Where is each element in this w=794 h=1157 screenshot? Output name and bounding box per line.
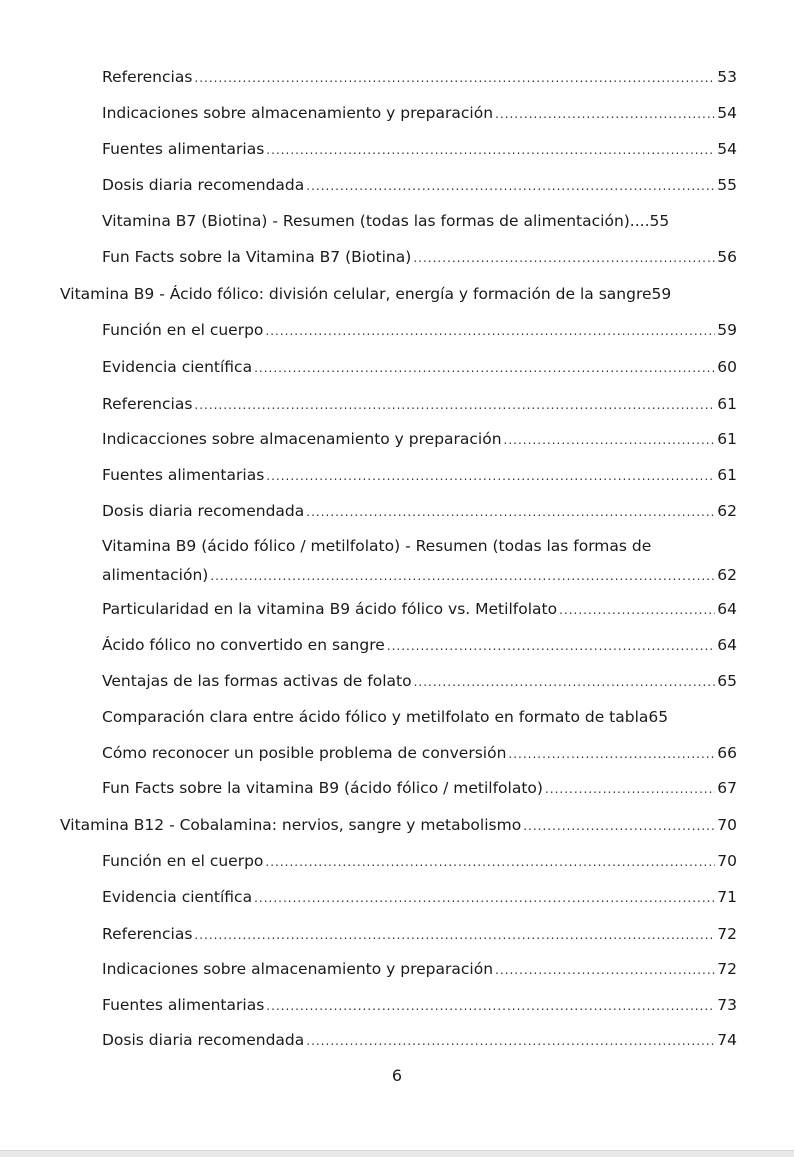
toc-entry[interactable] xyxy=(102,208,737,235)
toc-entry-page: 65 xyxy=(648,708,669,726)
toc-entry[interactable] xyxy=(102,64,737,92)
toc-entry[interactable] xyxy=(102,848,737,876)
leader-dots xyxy=(495,101,715,128)
toc-entry-title: Particularidad en la vitamina B9 ácido fólico vs. Metilfolato xyxy=(102,600,558,618)
toc-entry-page: 67 xyxy=(717,779,737,797)
toc-entry-page: 62 xyxy=(717,502,737,520)
toc-entry[interactable] xyxy=(102,956,737,984)
toc-entry[interactable] xyxy=(102,244,737,272)
toc-entry-page: 60 xyxy=(717,358,737,376)
toc-entry-page: 61 xyxy=(717,466,737,484)
toc-entry-page: 70 xyxy=(717,852,737,870)
leader-dots xyxy=(265,849,715,876)
toc-entry-title: Indicaciones sobre almacenamiento y preparación xyxy=(102,104,494,122)
toc-entry-title: Referencias xyxy=(102,925,193,943)
toc-entry-title: Comparación clara entre ácido fólico y metilfolato en formato de tabla xyxy=(102,708,649,726)
leader-dots xyxy=(306,499,715,526)
toc-entry-page: 59 xyxy=(717,321,737,339)
toc-entry[interactable] xyxy=(102,596,737,624)
toc-entry-page: 71 xyxy=(717,888,737,906)
toc-entry-title: Fuentes alimentarias xyxy=(102,466,265,484)
toc-entry-title: Fun Facts sobre la vitamina B9 (ácido fólico / metilfolato) xyxy=(102,779,543,797)
toc-entry-page: 72 xyxy=(717,960,737,978)
toc-entry-title: Vitamina B12 - Cobalamina: nervios, sangre y metabolismo xyxy=(60,816,522,834)
page-number: 6 xyxy=(391,1066,403,1085)
toc-entry-title: Referencias xyxy=(102,68,193,86)
toc-entry-title: Fuentes alimentarias xyxy=(102,996,265,1014)
leader-dots xyxy=(508,741,715,768)
toc-entry-title: Vitamina B9 - Ácido fólico: división celular, energía y formación de la sangre xyxy=(60,285,652,303)
toc-entry-page: 54 xyxy=(717,104,737,122)
leader-dots xyxy=(254,355,715,382)
toc-entry-page: 54 xyxy=(717,140,737,158)
leader-dots xyxy=(545,776,715,803)
toc-entry-title: Cómo reconocer un posible problema de conversión xyxy=(102,744,507,762)
toc-entry-page: 73 xyxy=(717,996,737,1014)
toc-entry-title: Ácido fólico no convertido en sangre xyxy=(102,636,385,654)
toc-entry[interactable] xyxy=(102,1027,737,1055)
toc-entry-multiline[interactable] xyxy=(102,530,737,589)
leader-dots xyxy=(254,885,715,912)
toc-entry[interactable] xyxy=(102,136,737,164)
leader-dots xyxy=(194,65,715,92)
toc-entry[interactable] xyxy=(102,668,737,696)
toc-entry[interactable] xyxy=(102,172,737,200)
toc-entry[interactable] xyxy=(102,391,737,419)
toc-entry-page: 72 xyxy=(717,925,737,943)
leader-dots xyxy=(266,463,715,490)
toc-chapter-entry[interactable] xyxy=(60,812,737,840)
toc-entry[interactable] xyxy=(102,632,737,660)
toc-entry-title: Evidencia científica xyxy=(102,358,253,376)
toc-entry-page: 74 xyxy=(717,1031,737,1049)
leader-dots xyxy=(504,427,716,454)
toc-entry-title: Vitamina B7 (Biotina) - Resumen (todas las formas de alimentación).... xyxy=(102,212,650,230)
toc-entry[interactable] xyxy=(102,498,737,526)
toc-entry-page: 61 xyxy=(717,395,737,413)
toc-entry-page: 66 xyxy=(717,744,737,762)
leader-dots xyxy=(413,245,715,272)
toc-entry-page: 61 xyxy=(717,430,737,448)
toc-entry-title: Evidencia científica xyxy=(102,888,253,906)
toc-entry-title: Fun Facts sobre la Vitamina B7 (Biotina) xyxy=(102,248,412,266)
toc-entry-page: 59 xyxy=(651,285,672,303)
toc-entry-page: 64 xyxy=(717,600,737,618)
toc-entry-title: Indicaciones sobre almacenamiento y preparación xyxy=(102,960,494,978)
toc-entry-line2 xyxy=(102,562,737,589)
toc-entry[interactable] xyxy=(102,354,737,382)
toc-entry-title: Ventajas de las formas activas de folato xyxy=(102,672,412,690)
toc-entry-title: Fuentes alimentarias xyxy=(102,140,265,158)
leader-dots xyxy=(495,957,715,984)
toc-entry[interactable] xyxy=(102,100,737,128)
toc-entry[interactable] xyxy=(102,426,737,454)
toc-entry-title: Función en el cuerpo xyxy=(102,321,264,339)
leader-dots xyxy=(194,392,715,419)
leader-dots xyxy=(266,993,715,1020)
leader-dots xyxy=(559,597,715,624)
leader-dots xyxy=(266,137,715,164)
toc-entry-title: Indicacciones sobre almacenamiento y preparación xyxy=(102,430,502,448)
toc-entry-title-line2: alimentación) xyxy=(102,566,209,584)
toc-entry-page: 55 xyxy=(717,176,737,194)
toc-entry-page: 62 xyxy=(717,566,737,584)
leader-dots xyxy=(387,633,716,660)
toc-entry-page: 53 xyxy=(717,68,737,86)
toc-entry[interactable] xyxy=(102,462,737,490)
toc-entry-title: Dosis diaria recomendada xyxy=(102,176,305,194)
leader-dots xyxy=(210,563,715,589)
leader-dots xyxy=(414,669,716,696)
toc-entry-title-line1: Vitamina B9 (ácido fólico / metilfolato) - Resumen (todas las formas de xyxy=(102,537,652,555)
toc-entry[interactable] xyxy=(102,775,737,803)
toc-entry-page: 65 xyxy=(717,672,737,690)
toc-entry-title: Dosis diaria recomendada xyxy=(102,502,305,520)
toc-entry-page: 55 xyxy=(649,212,670,230)
toc-entry[interactable] xyxy=(102,704,737,731)
toc-entry[interactable] xyxy=(102,317,737,345)
toc-entry[interactable] xyxy=(102,921,737,949)
toc-entry[interactable] xyxy=(102,884,737,912)
leader-dots xyxy=(306,1028,715,1055)
leader-dots xyxy=(523,813,715,840)
toc-entry-page: 70 xyxy=(717,816,737,834)
toc-entry-page: 64 xyxy=(717,636,737,654)
toc-entry-page: 56 xyxy=(717,248,737,266)
toc-entry-title: Función en el cuerpo xyxy=(102,852,264,870)
leader-dots xyxy=(306,173,715,200)
toc-entry-title: Dosis diaria recomendada xyxy=(102,1031,305,1049)
leader-dots xyxy=(194,922,715,949)
toc-entry[interactable] xyxy=(102,740,737,768)
toc-chapter-entry[interactable] xyxy=(60,281,737,308)
leader-dots xyxy=(265,318,715,345)
toc-entry-title: Referencias xyxy=(102,395,193,413)
toc-entry[interactable] xyxy=(102,992,737,1020)
